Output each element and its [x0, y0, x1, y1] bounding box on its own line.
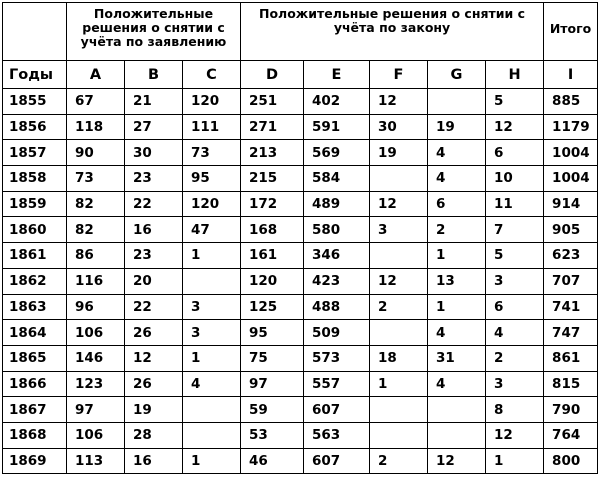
header-row-groups [3, 3, 598, 61]
column-header-f: F [370, 61, 428, 89]
data-table [2, 2, 598, 474]
table-row [3, 89, 598, 115]
value-cell: 46 [241, 448, 304, 474]
value-cell: 6 [486, 294, 544, 320]
value-cell: 1 [183, 243, 241, 269]
header-empty-cell [3, 3, 67, 61]
year-cell: 1859 [3, 191, 67, 217]
value-cell: 2 [370, 448, 428, 474]
value-cell: 116 [67, 268, 125, 294]
table-row [3, 448, 598, 474]
value-cell: 2 [486, 345, 544, 371]
value-cell: 16 [125, 217, 183, 243]
value-cell: 5 [486, 243, 544, 269]
value-cell: 168 [241, 217, 304, 243]
value-cell: 6 [428, 191, 486, 217]
value-cell: 18 [370, 345, 428, 371]
value-cell: 346 [304, 243, 370, 269]
column-header-i: I [544, 61, 598, 89]
value-cell: 4 [428, 371, 486, 397]
year-cell: 1860 [3, 217, 67, 243]
value-cell: 26 [125, 320, 183, 346]
value-cell: 12 [370, 268, 428, 294]
column-header-g: G [428, 61, 486, 89]
value-cell: 113 [67, 448, 125, 474]
year-cell: 1864 [3, 320, 67, 346]
value-cell: 607 [304, 397, 370, 423]
value-cell: 161 [241, 243, 304, 269]
value-cell [183, 397, 241, 423]
value-cell: 251 [241, 89, 304, 115]
value-cell: 707 [544, 268, 598, 294]
value-cell: 12 [370, 191, 428, 217]
value-cell: 59 [241, 397, 304, 423]
value-cell: 97 [241, 371, 304, 397]
value-cell: 563 [304, 422, 370, 448]
value-cell: 3 [370, 217, 428, 243]
year-cell: 1863 [3, 294, 67, 320]
table-row [3, 114, 598, 140]
value-cell: 73 [183, 140, 241, 166]
value-cell: 5 [486, 89, 544, 115]
year-cell: 1855 [3, 89, 67, 115]
value-cell [183, 422, 241, 448]
value-cell: 489 [304, 191, 370, 217]
group-header-application: Положительные решения о снятии с учёта по заявлению [67, 3, 241, 61]
value-cell: 1 [183, 448, 241, 474]
value-cell: 111 [183, 114, 241, 140]
year-cell: 1867 [3, 397, 67, 423]
column-header-e: E [304, 61, 370, 89]
table-row [3, 320, 598, 346]
value-cell: 27 [125, 114, 183, 140]
value-cell [428, 89, 486, 115]
value-cell: 12 [125, 345, 183, 371]
column-header-a: A [67, 61, 125, 89]
value-cell: 22 [125, 294, 183, 320]
value-cell: 120 [183, 89, 241, 115]
value-cell: 2 [428, 217, 486, 243]
year-cell: 1857 [3, 140, 67, 166]
table-row [3, 140, 598, 166]
table-row [3, 243, 598, 269]
value-cell: 800 [544, 448, 598, 474]
value-cell: 12 [370, 89, 428, 115]
value-cell: 106 [67, 422, 125, 448]
value-cell: 19 [370, 140, 428, 166]
value-cell: 509 [304, 320, 370, 346]
header-row-columns [3, 61, 598, 89]
year-cell: 1862 [3, 268, 67, 294]
value-cell: 557 [304, 371, 370, 397]
value-cell: 1004 [544, 166, 598, 192]
value-cell: 12 [428, 448, 486, 474]
value-cell [370, 397, 428, 423]
value-cell: 106 [67, 320, 125, 346]
value-cell: 790 [544, 397, 598, 423]
value-cell: 914 [544, 191, 598, 217]
value-cell: 584 [304, 166, 370, 192]
year-cell: 1868 [3, 422, 67, 448]
table-row [3, 371, 598, 397]
value-cell: 82 [67, 217, 125, 243]
value-cell: 47 [183, 217, 241, 243]
value-cell: 861 [544, 345, 598, 371]
value-cell: 75 [241, 345, 304, 371]
value-cell: 12 [486, 422, 544, 448]
value-cell: 423 [304, 268, 370, 294]
table-body [3, 89, 598, 474]
value-cell: 573 [304, 345, 370, 371]
value-cell: 569 [304, 140, 370, 166]
group-header-law: Положительные решения о снятии с учёта по закону [241, 3, 544, 61]
value-cell: 741 [544, 294, 598, 320]
value-cell: 4 [428, 140, 486, 166]
value-cell: 120 [241, 268, 304, 294]
value-cell [428, 422, 486, 448]
value-cell: 747 [544, 320, 598, 346]
value-cell: 28 [125, 422, 183, 448]
value-cell: 1179 [544, 114, 598, 140]
value-cell: 815 [544, 371, 598, 397]
table-row [3, 268, 598, 294]
value-cell: 16 [125, 448, 183, 474]
value-cell: 26 [125, 371, 183, 397]
value-cell: 19 [428, 114, 486, 140]
value-cell: 23 [125, 166, 183, 192]
value-cell: 123 [67, 371, 125, 397]
value-cell: 271 [241, 114, 304, 140]
table-row [3, 191, 598, 217]
value-cell: 8 [486, 397, 544, 423]
value-cell: 3 [486, 268, 544, 294]
value-cell: 1 [486, 448, 544, 474]
year-cell: 1865 [3, 345, 67, 371]
column-header-c: C [183, 61, 241, 89]
value-cell: 1 [370, 371, 428, 397]
value-cell: 12 [486, 114, 544, 140]
value-cell: 96 [67, 294, 125, 320]
value-cell: 764 [544, 422, 598, 448]
value-cell: 1 [428, 294, 486, 320]
value-cell [370, 320, 428, 346]
value-cell: 4 [428, 166, 486, 192]
value-cell: 213 [241, 140, 304, 166]
value-cell: 73 [67, 166, 125, 192]
value-cell: 90 [67, 140, 125, 166]
value-cell: 591 [304, 114, 370, 140]
column-header-d: D [241, 61, 304, 89]
column-header-h: H [486, 61, 544, 89]
value-cell [370, 243, 428, 269]
table-row [3, 345, 598, 371]
value-cell: 19 [125, 397, 183, 423]
value-cell: 21 [125, 89, 183, 115]
value-cell: 885 [544, 89, 598, 115]
value-cell: 4 [183, 371, 241, 397]
year-cell: 1869 [3, 448, 67, 474]
value-cell: 623 [544, 243, 598, 269]
table-row [3, 217, 598, 243]
value-cell: 125 [241, 294, 304, 320]
value-cell: 215 [241, 166, 304, 192]
year-cell: 1858 [3, 166, 67, 192]
value-cell: 7 [486, 217, 544, 243]
value-cell: 402 [304, 89, 370, 115]
value-cell: 30 [370, 114, 428, 140]
value-cell: 95 [241, 320, 304, 346]
value-cell: 31 [428, 345, 486, 371]
year-cell: 1856 [3, 114, 67, 140]
value-cell [428, 397, 486, 423]
value-cell: 4 [486, 320, 544, 346]
value-cell: 53 [241, 422, 304, 448]
value-cell [370, 166, 428, 192]
value-cell: 1 [428, 243, 486, 269]
value-cell: 97 [67, 397, 125, 423]
column-header-b: B [125, 61, 183, 89]
value-cell: 11 [486, 191, 544, 217]
value-cell: 22 [125, 191, 183, 217]
value-cell: 30 [125, 140, 183, 166]
value-cell: 4 [428, 320, 486, 346]
table-row [3, 166, 598, 192]
value-cell: 2 [370, 294, 428, 320]
value-cell: 3 [486, 371, 544, 397]
value-cell: 3 [183, 320, 241, 346]
value-cell: 86 [67, 243, 125, 269]
value-cell: 13 [428, 268, 486, 294]
value-cell: 120 [183, 191, 241, 217]
value-cell: 95 [183, 166, 241, 192]
value-cell: 3 [183, 294, 241, 320]
total-header: Итого [544, 3, 598, 61]
table-row [3, 397, 598, 423]
value-cell: 607 [304, 448, 370, 474]
value-cell: 580 [304, 217, 370, 243]
value-cell: 1004 [544, 140, 598, 166]
value-cell: 10 [486, 166, 544, 192]
value-cell [370, 422, 428, 448]
value-cell: 20 [125, 268, 183, 294]
value-cell: 82 [67, 191, 125, 217]
value-cell: 905 [544, 217, 598, 243]
value-cell [183, 268, 241, 294]
value-cell: 488 [304, 294, 370, 320]
value-cell: 146 [67, 345, 125, 371]
value-cell: 23 [125, 243, 183, 269]
value-cell: 118 [67, 114, 125, 140]
table-row [3, 294, 598, 320]
value-cell: 67 [67, 89, 125, 115]
years-header: Годы [3, 61, 67, 89]
year-cell: 1866 [3, 371, 67, 397]
value-cell: 1 [183, 345, 241, 371]
table-row [3, 422, 598, 448]
value-cell: 172 [241, 191, 304, 217]
value-cell: 6 [486, 140, 544, 166]
year-cell: 1861 [3, 243, 67, 269]
